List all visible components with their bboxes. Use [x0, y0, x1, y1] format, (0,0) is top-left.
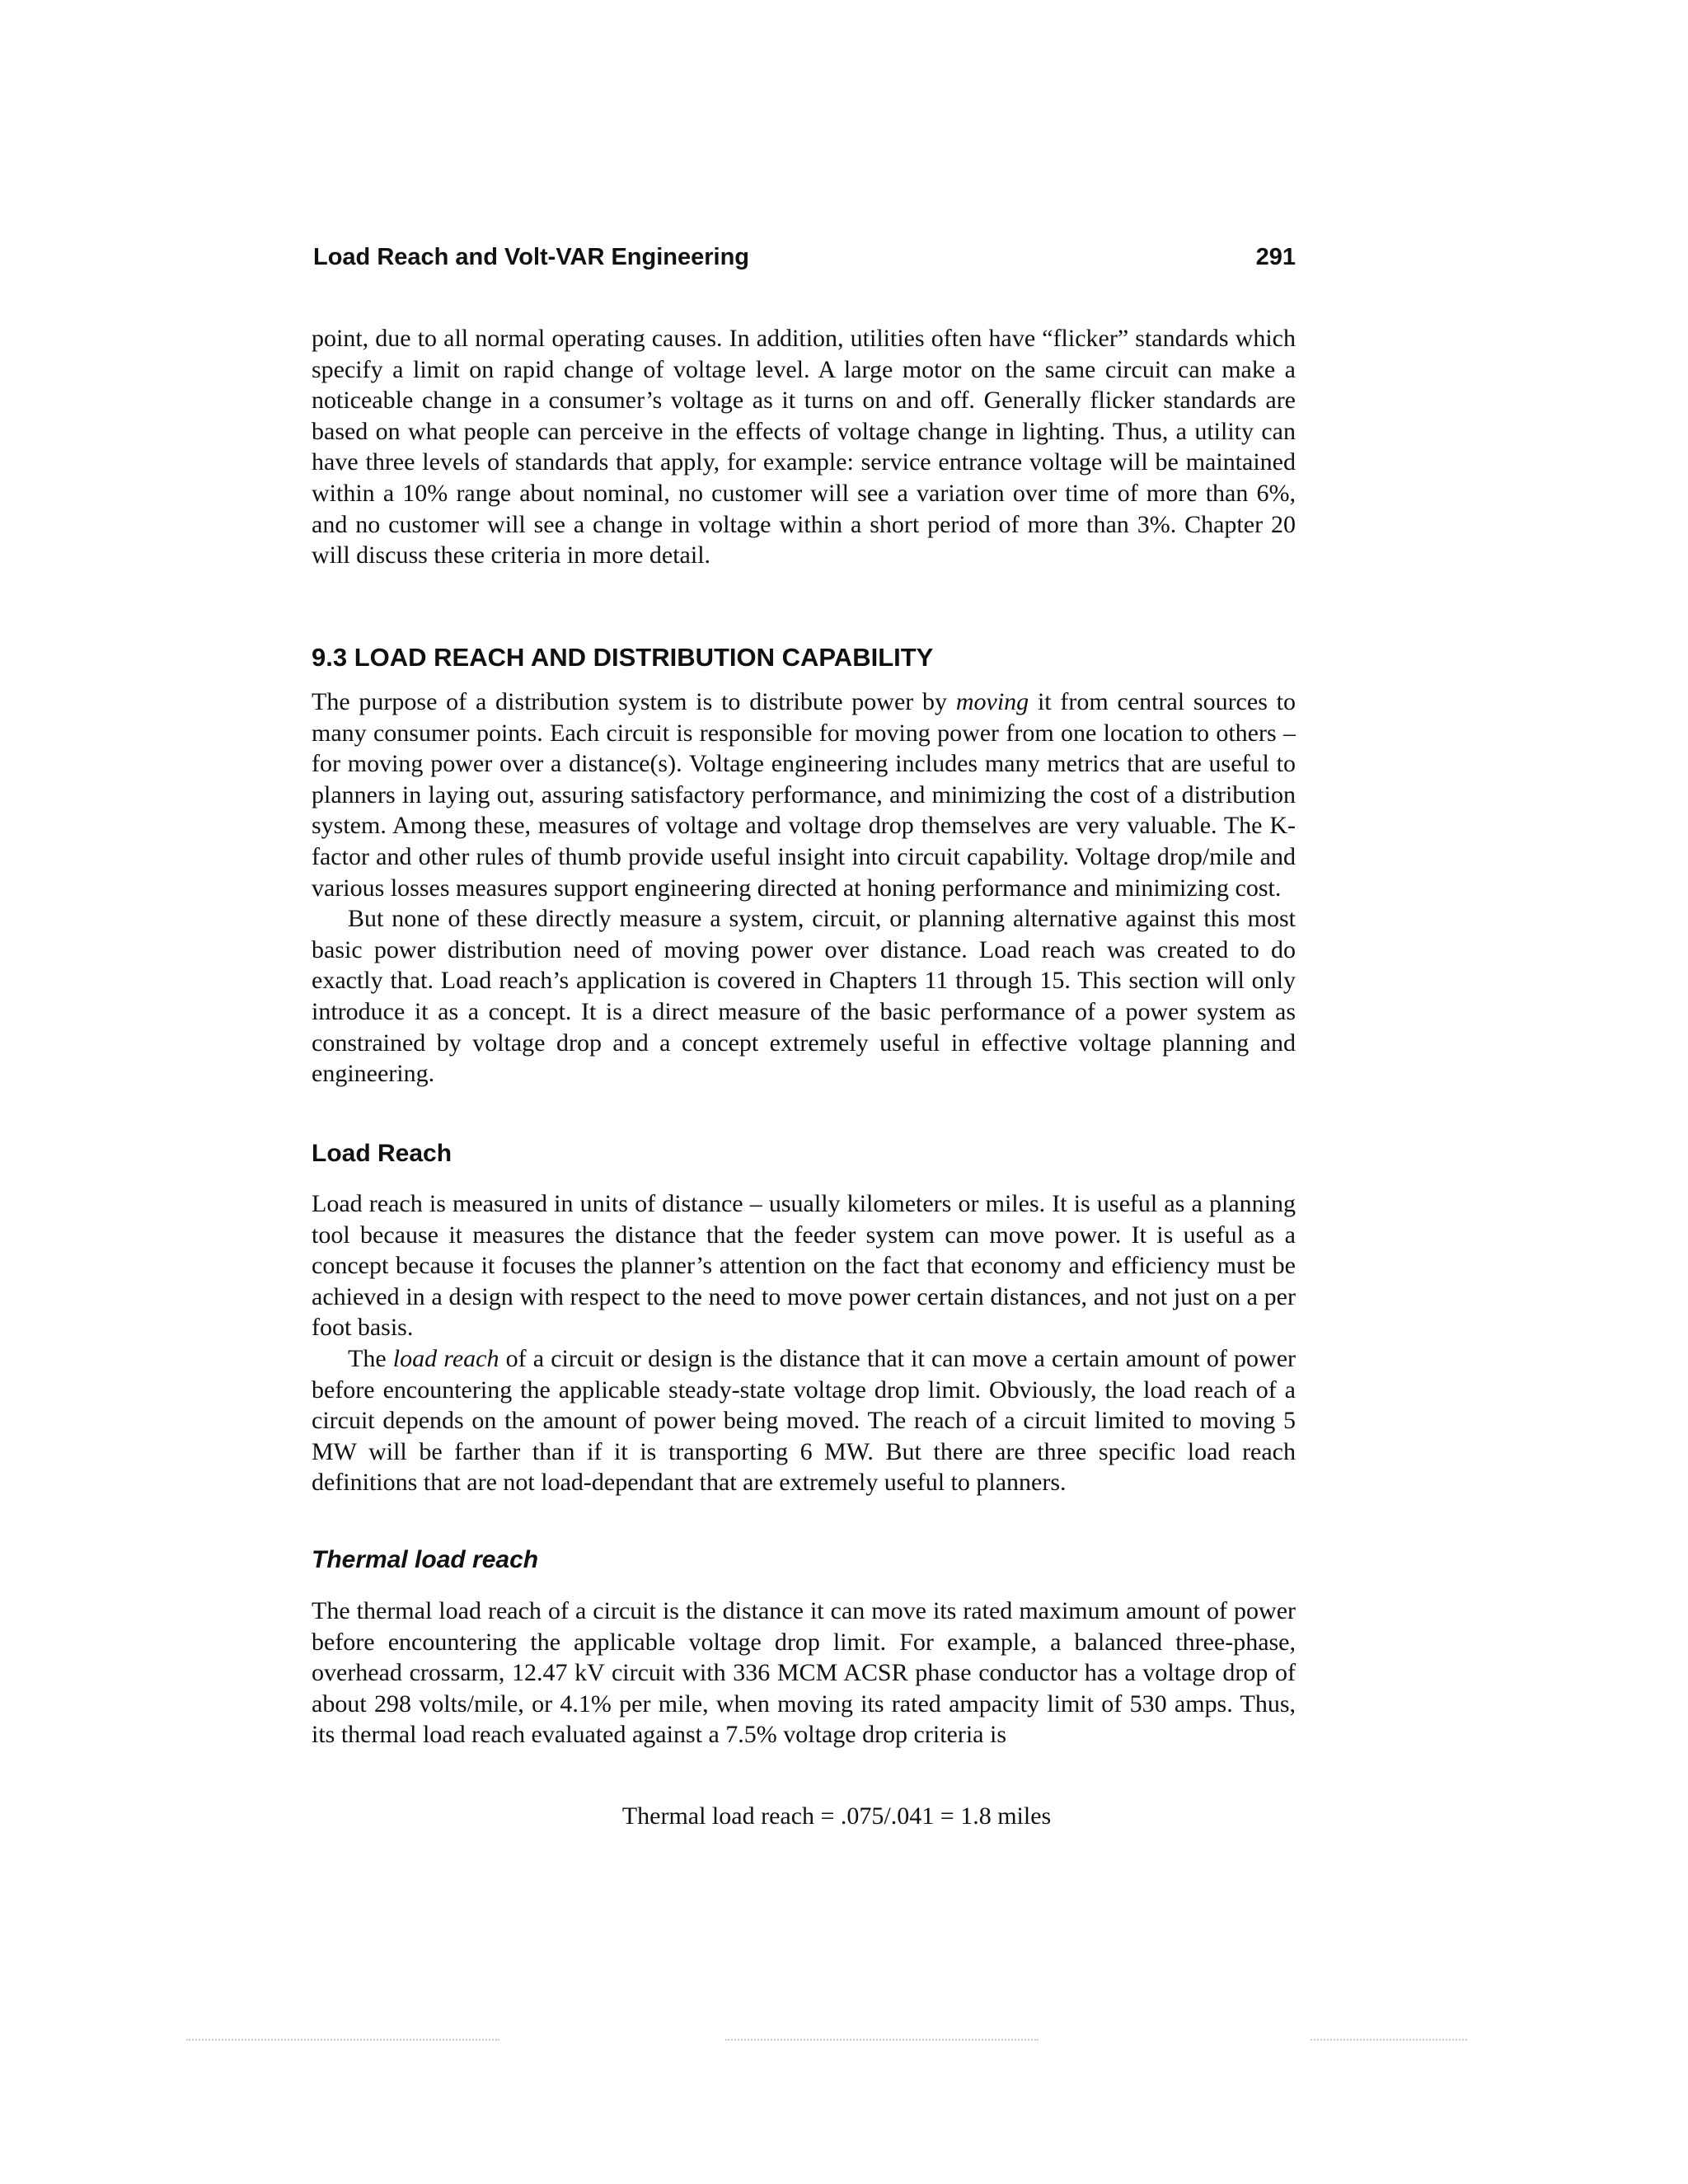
scan-artifact-line	[186, 2039, 499, 2041]
purpose-paragraph-block	[312, 687, 1296, 1090]
section-heading: 9.3 LOAD REACH AND DISTRIBUTION CAPABILITY	[312, 643, 934, 672]
running-title: Load Reach and Volt-VAR Engineering	[313, 244, 750, 270]
purpose-text-before: The purpose of a distribution system is to distribute power by	[312, 688, 956, 715]
paragraph-thermal: The thermal load reach of a circuit is the distance it can move its rated maximum amount of power before encountering the applicable voltage drop limit. For example, a balanced three-phase, overhead crossarm, 12.47 kV circuit with 336 MCM ACSR phase conductor has a voltage drop of about 298 volts/mile, or 4.1% per mile, when moving its rated ampacity limit of 530 amps. Thus, its thermal load reach evaluated against a 7.5% voltage drop criteria is	[312, 1597, 1296, 1749]
definition-text-after: of a circuit or design is the distance that it can move a certain amount of power before encountering the applicable steady-state voltage drop limit. Obviously, the load reach of a circuit depends on the amount of power being moved. The reach of a circuit limited to moving 5 MW will be farther than if it is transporting 6 MW. But there are three specific load reach definitions that are not load-dependant that are extremely useful to planners.	[312, 1344, 1296, 1497]
paragraph-definition	[312, 1343, 1296, 1498]
running-header	[312, 244, 1296, 277]
paragraph-measured: Load reach is measured in units of distance – usually kilometers or miles. It is useful as a planning tool because it measures the distance that the feeder system can move power. It is useful as a concept because it focuses the planner’s attention on the fact that economy and efficiency must be achieved in a design with respect to the need to move power certain distances, and not just on a per foot basis.	[312, 1190, 1296, 1342]
thermal-heading-block	[312, 1546, 1296, 1574]
intro-paragraph-block	[312, 323, 1296, 571]
thermal-paragraph-block	[312, 1596, 1296, 1750]
paragraph-none-measure: But none of these directly measure a system, circuit, or planning alternative against this most basic power distribution need of moving power over distance. Load reach was created to do exactly that. Load reach’s application is covered in Chapters 11 through 15. This section will only introduce it as a concept. It is a direct measure of the basic performance of a power system as constrained by voltage drop and a concept extremely useful in effective voltage planning and engineering.	[312, 905, 1296, 1088]
subheading-load-reach: Load Reach	[312, 1140, 452, 1167]
load-reach-paragraph-block	[312, 1188, 1296, 1498]
book-page	[312, 0, 1296, 2184]
load-reach-heading-block	[312, 1140, 1296, 1168]
subheading-thermal-load-reach: Thermal load reach	[312, 1546, 539, 1573]
purpose-emphasis: moving	[955, 688, 1029, 715]
definition-emphasis: load reach	[392, 1344, 499, 1372]
scan-artifact-line	[725, 2039, 1039, 2041]
purpose-text-after: it from central sources to many consumer points. Each circuit is responsible for moving power from one location to others – for moving power over a distance(s). Voltage engineering includes many metrics that are useful to planners in laying out, assuring satisfactory performance, and minimizing the cost of a distribution system. Among these, measures of voltage and voltage drop themselves are very valuable. The K-factor and other rules of thumb provide useful insight into circuit capability. Voltage drop/mile and various losses measures support engineering directed at honing performance and minimizing cost.	[312, 688, 1296, 902]
definition-text-before: The	[348, 1344, 393, 1372]
paragraph-purpose	[312, 687, 1296, 903]
scan-artifact-line	[1311, 2039, 1467, 2041]
section-heading-block	[312, 643, 1296, 673]
page-number: 291	[1255, 244, 1296, 270]
equation-thermal-load-reach: Thermal load reach = .075/.041 = 1.8 miles	[621, 1802, 1052, 1830]
paragraph-intro: point, due to all normal operating causes. In addition, utilities often have “flicker” standards which specify a limit on rapid change of voltage level. A large motor on the same circuit can make a noticeable change in a consumer’s voltage as it turns on and off. Generally flicker standards are based on what people can perceive in the effects of voltage change in lighting. Thus, a utility can have three levels of standards that apply, for example: service entrance voltage will be maintained within a 10% range about nominal, no customer will see a variation over time of more than 6%, and no customer will see a change in voltage within a short period of more than 3%. Chapter 20 will discuss these criteria in more detail.	[312, 325, 1296, 569]
